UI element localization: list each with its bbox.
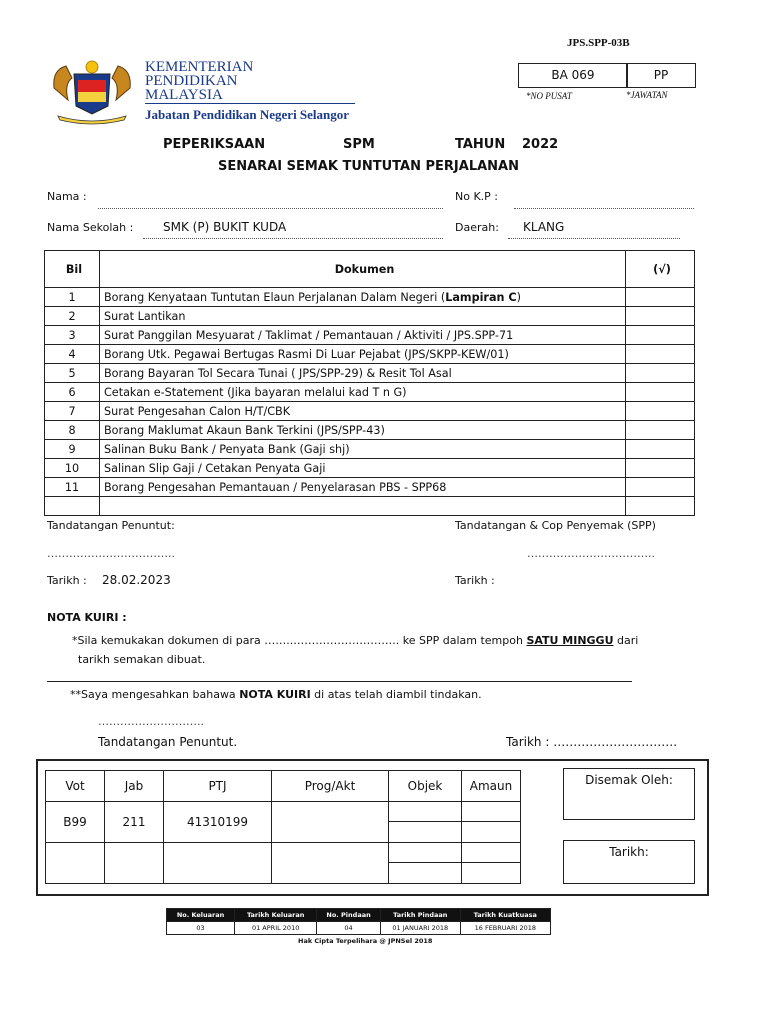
checklist-document-text: Borang Bayaran Tol Secara Tunai ( JPS/SPP-29) & Resit Tol Asal (104, 366, 452, 380)
department-name: Jabatan Pendidikan Negeri Selangor (145, 107, 350, 122)
vot-col-amaun: Amaun (462, 771, 521, 802)
checklist-row (45, 497, 695, 516)
checklist-row (45, 459, 695, 478)
checklist-row-number: 5 (45, 364, 100, 383)
checklist-row-number: 2 (45, 307, 100, 326)
nota-line-1-text: *Sila kemukakan dokumen di para ……..……………………….. ke SPP dalam tempoh (72, 634, 527, 647)
vot-value: B99 (46, 802, 105, 843)
checklist-document-text: Borang Pengesahan Pemantauan / Penyelarasan PBS - SPP68 (104, 480, 447, 494)
nota-line-2: tarikh semakan dibuat. (78, 653, 206, 666)
checklist-document-text: Surat Lantikan (104, 309, 186, 323)
coat-of-arms-logo (44, 58, 140, 126)
checklist-document-text: Salinan Slip Gaji / Cetakan Penyata Gaji (104, 461, 326, 475)
year-value: 2022 (522, 137, 559, 152)
copyright: Hak Cipta Terpelihara @ JPNSel 2018 (298, 937, 433, 945)
vot-col-prog: Prog/Akt (272, 771, 389, 802)
checklist-document-text: Borang Maklumat Akaun Bank Terkini (JPS/SPP-43) (104, 423, 385, 437)
vot-col-ptj: PTJ (164, 771, 272, 802)
revision-table (166, 908, 551, 935)
ministry-line-3: MALAYSIA (145, 87, 223, 103)
checklist-checkbox[interactable] (626, 478, 695, 497)
checklist-row (45, 383, 695, 402)
rev-tarikh-kuatkuasa: 16 FEBRUARI 2018 (460, 922, 550, 935)
checklist-checkbox[interactable] (626, 383, 695, 402)
rev-tarikh-pindaan: 01 JANUARI 2018 (380, 922, 460, 935)
claimant-signature-label: Tandatangan Penuntut: (47, 519, 175, 532)
verifier-date-label: Tarikh : (455, 574, 495, 587)
checklist-row-number: 4 (45, 345, 100, 364)
amaun-cell[interactable] (462, 863, 521, 884)
checklist-row-number: 9 (45, 440, 100, 459)
checklist-document-text: Borang Utk. Pegawai Bertugas Rasmi Di Luar Pejabat (JPS/SKPP-KEW/01) (104, 347, 509, 361)
checklist-document-text: Cetakan e-Statement (Jika bayaran melalui kad T n G) (104, 385, 407, 399)
vot-header-row (46, 771, 521, 802)
nota-line-1-tail: dari (613, 634, 639, 647)
jawatan-value: PP (653, 68, 669, 82)
form-code: JPS.SPP-03B (567, 37, 630, 49)
vot-table (45, 770, 521, 884)
prog-cell[interactable] (272, 802, 389, 843)
rev-col-no-pindaan: No. Pindaan (317, 909, 381, 922)
objek-cell[interactable] (389, 822, 462, 843)
nota-signature-line[interactable]: ……………………….. (98, 715, 204, 728)
checklist-document (100, 288, 626, 307)
nota-divider (47, 681, 632, 682)
rev-col-no-keluaran: No. Keluaran (167, 909, 235, 922)
checklist-document (100, 440, 626, 459)
checklist-row (45, 478, 695, 497)
revision-header-row (167, 909, 551, 922)
exam-value: SPM (343, 137, 375, 152)
checklist-document (100, 497, 626, 516)
checklist-checkbox[interactable] (626, 364, 695, 383)
date-value: 28.02.2023 (102, 573, 171, 587)
checklist-row (45, 440, 695, 459)
checklist-document (100, 345, 626, 364)
jawatan-box (626, 63, 696, 88)
checklist-row-number: 7 (45, 402, 100, 421)
checklist-row (45, 402, 695, 421)
checklist-checkbox[interactable] (626, 345, 695, 364)
vot-col-jab: Jab (105, 771, 164, 802)
checklist-checkbox[interactable] (626, 307, 695, 326)
checklist-row (45, 307, 695, 326)
checklist-row (45, 364, 695, 383)
no-pusat-label: *NO PUSAT (526, 91, 572, 101)
checklist-row (45, 326, 695, 345)
revision-value-row (167, 922, 551, 935)
checklist-row-number: 8 (45, 421, 100, 440)
nota-confirm-text: **Saya mengesahkan bahawa (70, 688, 240, 701)
checklist-row-number: 10 (45, 459, 100, 478)
vot-cell[interactable] (46, 843, 105, 884)
checklist-row-number (45, 497, 100, 516)
vot-data-row (46, 843, 521, 863)
jab-cell[interactable] (105, 843, 164, 884)
objek-cell[interactable] (389, 802, 462, 822)
check-date-box[interactable] (563, 840, 695, 884)
checklist-row-number: 3 (45, 326, 100, 345)
checklist-document-text: Salinan Buku Bank / Penyata Bank (Gaji shj) (104, 442, 350, 456)
checked-by-label: Disemak Oleh: (585, 773, 673, 787)
ministry-name (145, 60, 253, 102)
date-label: Tarikh : (47, 574, 87, 587)
no-pusat-box (518, 63, 628, 88)
exam-label: PEPERIKSAAN (163, 137, 266, 152)
nota-heading: NOTA KUIRI : (47, 611, 127, 624)
col-dokumen: Dokumen (100, 251, 626, 288)
checklist-checkbox[interactable] (626, 497, 695, 516)
checklist-document-text: Surat Pengesahan Calon H/T/CBK (104, 404, 291, 418)
objek-cell[interactable] (389, 863, 462, 884)
rev-no-pindaan: 04 (317, 922, 381, 935)
checklist-checkbox[interactable] (626, 421, 695, 440)
nota-confirm-bold: NOTA KUIRI (239, 688, 311, 701)
nota-confirm-tail: di atas telah diambil tindakan. (310, 688, 482, 701)
sekolah-label: Nama Sekolah : (47, 221, 134, 234)
vot-data-row (46, 802, 521, 822)
checked-by-box[interactable] (563, 768, 695, 820)
rev-tarikh-keluaran: 01 APRIL 2010 (235, 922, 317, 935)
checklist-row (45, 421, 695, 440)
nama-label: Nama : (47, 190, 87, 203)
nota-signature-label: Tandatangan Penuntut. (98, 735, 238, 749)
checklist-checkbox[interactable] (626, 288, 695, 307)
ministry-divider (145, 103, 355, 104)
ministry-line-1: KEMENTERIAN (145, 59, 254, 75)
nokp-label: No K.P : (455, 190, 499, 203)
daerah-field[interactable] (508, 238, 680, 239)
nota-confirm (70, 688, 482, 701)
vot-col-vot: Vot (46, 771, 105, 802)
checklist-row-number: 11 (45, 478, 100, 497)
daerah-label: Daerah: (455, 221, 499, 234)
nokp-field[interactable] (514, 208, 694, 209)
checklist-document-text: Surat Panggilan Mesyuarat / Taklimat / Pemantauan / Aktiviti / JPS.SPP-71 (104, 328, 514, 342)
year-label: TAHUN (455, 137, 506, 152)
checklist-document (100, 364, 626, 383)
vot-col-objek: Objek (389, 771, 462, 802)
checklist-header-row (45, 251, 695, 288)
checklist-document (100, 459, 626, 478)
ptj-cell[interactable] (164, 843, 272, 884)
nama-field[interactable] (98, 208, 443, 209)
checklist-row (45, 288, 695, 307)
checklist-document (100, 326, 626, 345)
amaun-cell[interactable] (462, 802, 521, 822)
checklist-row-number: 6 (45, 383, 100, 402)
checklist-document-text: Borang Kenyataan Tuntutan Elaun Perjalanan Dalam Negeri ( (104, 290, 446, 304)
checklist-checkbox[interactable] (626, 402, 695, 421)
checklist-row-number: 1 (45, 288, 100, 307)
rev-col-tarikh-keluaran: Tarikh Keluaran (235, 909, 317, 922)
daerah-value: KLANG (523, 220, 565, 234)
check-date-label: Tarikh: (609, 845, 649, 859)
amaun-cell[interactable] (462, 822, 521, 843)
verifier-signature-label: Tandatangan & Cop Penyemak (SPP) (455, 519, 656, 532)
objek-cell[interactable] (389, 843, 462, 863)
checklist-document-bold: Lampiran C (445, 290, 517, 304)
rev-no-keluaran: 03 (167, 922, 235, 935)
checklist-checkbox[interactable] (626, 440, 695, 459)
checklist-checkbox[interactable] (626, 326, 695, 345)
checklist-document-tail: ) (516, 290, 521, 304)
checklist-table (44, 250, 695, 516)
ptj-value: 41310199 (164, 802, 272, 843)
rev-col-tarikh-pindaan: Tarikh Pindaan (380, 909, 460, 922)
checklist-document (100, 307, 626, 326)
nota-deadline: SATU MINGGU (526, 634, 614, 647)
jab-value: 211 (105, 802, 164, 843)
sekolah-value: SMK (P) BUKIT KUDA (163, 220, 287, 234)
checklist-checkbox[interactable] (626, 459, 695, 478)
jawatan-label: *JAWATAN (626, 90, 668, 100)
checklist-document (100, 478, 626, 497)
col-check: (√) (626, 251, 695, 288)
claimant-signature-line[interactable]: …………………………….. (47, 547, 175, 560)
checklist-row (45, 345, 695, 364)
col-bil: Bil (45, 251, 100, 288)
subtitle: SENARAI SEMAK TUNTUTAN PERJALANAN (218, 159, 519, 174)
nota-date: Tarikh : …………………………. (506, 735, 678, 749)
checklist-document (100, 421, 626, 440)
ministry-line-2: PENDIDIKAN (145, 73, 238, 89)
sekolah-field[interactable] (143, 238, 443, 239)
no-pusat-value: BA 069 (551, 68, 595, 82)
prog-cell[interactable] (272, 843, 389, 884)
nota-line-1 (72, 634, 638, 647)
rev-col-tarikh-kuatkuasa: Tarikh Kuatkuasa (460, 909, 550, 922)
amaun-cell[interactable] (462, 843, 521, 863)
checklist-document (100, 402, 626, 421)
verifier-signature-line[interactable]: …………………………….. (527, 547, 655, 560)
checklist-document (100, 383, 626, 402)
